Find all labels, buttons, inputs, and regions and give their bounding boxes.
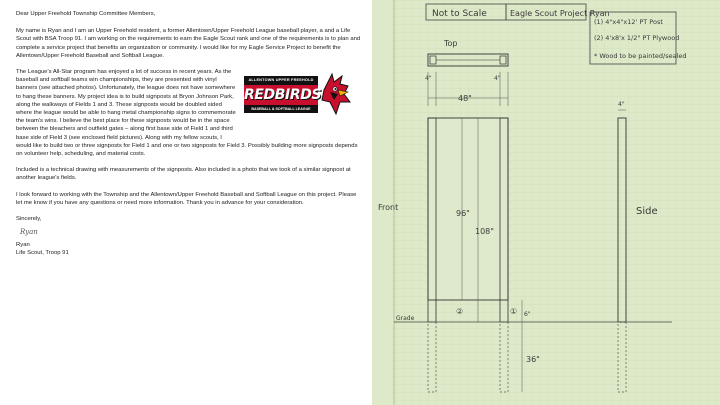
redbirds-logo	[244, 72, 352, 130]
dim-gap: 6"	[524, 311, 531, 318]
paragraph-intro: My name is Ryan and I am an Upper Freehold resident, a former Allentown/Upper Freehold League baseball player, a and a Life Scout with BSA Troop 91. I am working on the requirements to earn the Eagle Scout rank and one of the requirements is to plan and complete a service project that benefits an organization or community. I would like for my Eagle Service Project to benefit the Allentown/Upper Freehold Baseball and Softball League.	[16, 28, 361, 59]
project-title: Eagle Scout Project Ryan	[510, 9, 610, 18]
technical-drawing	[372, 0, 720, 405]
dim-board-height: 96"	[456, 209, 470, 218]
legend-item-post: (1) 4"x4"x12' PT Post	[594, 18, 663, 26]
grade-label: Grade	[396, 315, 415, 322]
drawing-canvas	[372, 0, 720, 405]
signature-block	[16, 215, 362, 258]
handwritten-signature: Ryan	[20, 228, 38, 237]
legend-item-paint: * Wood to be painted/sealed	[594, 52, 687, 60]
dim-side-width: 4"	[618, 101, 625, 108]
logo-top-text: ALLENTOWN UPPER FREEHOLD	[244, 76, 318, 85]
marker-post: ①	[510, 307, 518, 316]
paragraph-closing: I look forward to working with the Township and the Allentown/Upper Freehold Baseball and Softball League on this project. Please let me know if you have any questions or need more information. Thank you in advance for your consideration.	[16, 191, 357, 206]
dim-post-width-right: 4"	[494, 75, 501, 82]
paragraph-drawing: Included is a technical drawing with measurements of the signposts. Also included is a photo that we took of a similar signpost at another league's fields.	[16, 167, 351, 182]
sender-title: Life Scout, Troop 91	[16, 250, 69, 257]
dim-buried: 36"	[526, 355, 540, 364]
salutation: Dear Upper Freehold Township Committee Members,	[16, 11, 156, 17]
dim-post-width-left: 4"	[425, 75, 432, 82]
top-view-label: Top	[444, 39, 458, 48]
dim-post-height: 108"	[475, 227, 494, 236]
front-view-label: Front	[378, 203, 399, 212]
not-to-scale-label: Not to Scale	[432, 9, 487, 19]
paragraph-all-star: The League's All-Star program has enjoyed a lot of success in recent years. As the baseball and softball teams win championships, they are presented with vinyl banners (see attached photos). Unfortunately, the league does not have somewhere to hang these banners. My project idea is to build signposts at Bryon Johnson Park, along the walkways of Fields 1 and 3. These signposts would be doubled sided where the league would be able to hang metal championship signs to commemorate the team's wins. I believe the best place for these signposts would be in the space between the bleachers and outfield gates – along first base side of Field 1 and third base side of Field 3 (see enclosed field pictures). Along with my fellow scouts, I would like to build two or three signposts for Field 1 and one or two signposts for Field 3. Possibly building more signposts depends on volunteer help, scheduling, and material costs.	[16, 69, 358, 158]
marker-plywood: ②	[456, 307, 464, 316]
dim-overall-width: 48"	[458, 94, 472, 103]
logo-wordmark: REDBIRDS	[244, 87, 322, 104]
side-view-label: Side	[636, 206, 658, 217]
logo-bottom-text: BASEBALL & SOFTBALL LEAGUE	[244, 105, 318, 113]
cardinal-mascot-icon	[318, 72, 352, 116]
sender-name: Ryan	[16, 242, 30, 249]
legend-item-plywood: (2) 4'x8'x 1/2" PT Plywood	[594, 34, 680, 42]
closing: Sincerely,	[16, 216, 42, 223]
